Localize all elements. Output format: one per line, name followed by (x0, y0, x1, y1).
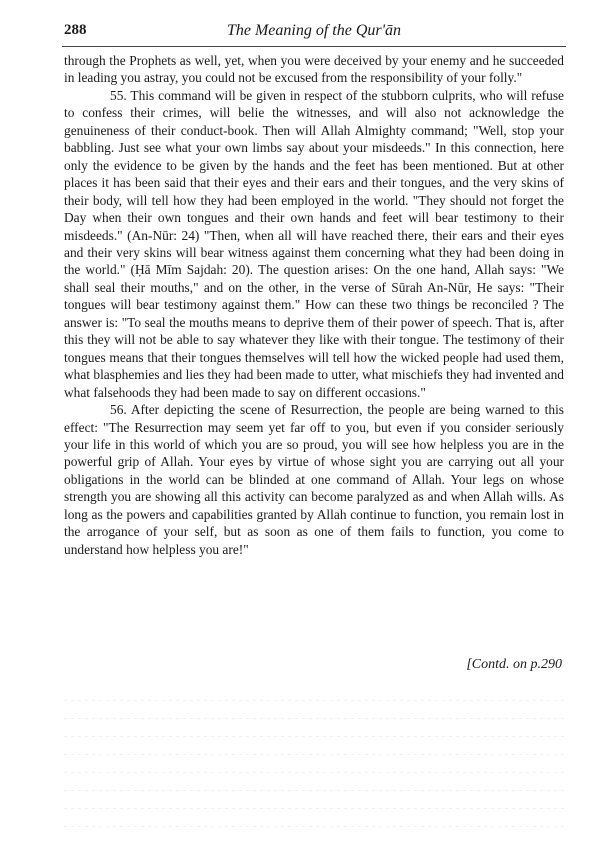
running-title: The Meaning of the Qur'ān (226, 22, 402, 39)
paragraph-note-56: 56. After depicting the scene of Resurrection, the people are being warned to this effect: "The Resurrection may seem yet far off to you, but even if you consider seriously your life in this world of which you are so proud, you will see how helpless you are in the powerful grip of Allah. Your eyes by virtue of whose sight you are carrying out all your obligations in the world can be blinded at one command of Allah. Your legs on whose strength you are showing all this activity can become paralyzed as and when Allah wills. As long as the powers and capabilities granted by Allah continue to function, you remain lost in the arrogance of your self, but as soon as one of them fails to function, you come to understand how helpless you are!" (64, 402, 564, 557)
paragraph-note-55: 55. This command will be given in respect of the stubborn culprits, who will refuse to confess their crimes, will belie the witnesses, and will also not acknowledge the genuineness of their conduct-book. Then will Allah Almighty command; "Well, stop your babbling. Just see what your own limbs say about your misdeeds." In this connection, here only the evidence to be given by the hands and the feet has been mentioned. But at other places it has been said that their eyes and their ears and their tongues, and the very skins of their body, will tell how they had been employed in the world. "They should not forget the Day when their own tongues and their own hands and feet will bear testimony to their misdeeds." (An-Nūr: 24) "Then, when all will have reached there, their ears and their eyes and their very skins will bear witness against them concerning what they had been doing in the world." (Ḥā Mīm Sajdah: 20). The question arises: On the one hand, Allah says: "We shall seal their mouths," and on the other, in the verse of Sūrah An-Nūr, He says: "Their tongues will bear testimony against them." How can these two things be reconciled ? The answer is: "To seal the mouths means to deprive them of their power of speech. That is, after this they will not be able to say whatever they like with their tongue. The testimony of their tongues means that their tongues themselves will tell how the wicked people had used them, what blasphemies and lies they had been made to utter, what mischiefs they had invented and what falsehoods they had been made to say on different occasions." (64, 87, 564, 400)
bleed-through-line (64, 790, 564, 791)
bleed-through-line (64, 718, 564, 719)
bleed-through-line (64, 754, 564, 755)
continuation-note: [Contd. on p.290 (466, 657, 562, 672)
bleed-through-line (64, 772, 564, 773)
bleed-through-line (64, 808, 564, 809)
bleed-through-line (64, 826, 564, 827)
bleed-through-line (64, 700, 564, 701)
bleed-through-line (64, 736, 564, 737)
header-rule (62, 46, 566, 47)
body-text (64, 52, 564, 558)
page-number: 288 (64, 22, 87, 38)
page-header (64, 22, 564, 44)
paragraph-continuation: through the Prophets as well, yet, when you were deceived by your enemy and he succeeded in leading you astray, you could not be excused from the responsibility of your folly." (64, 53, 564, 86)
